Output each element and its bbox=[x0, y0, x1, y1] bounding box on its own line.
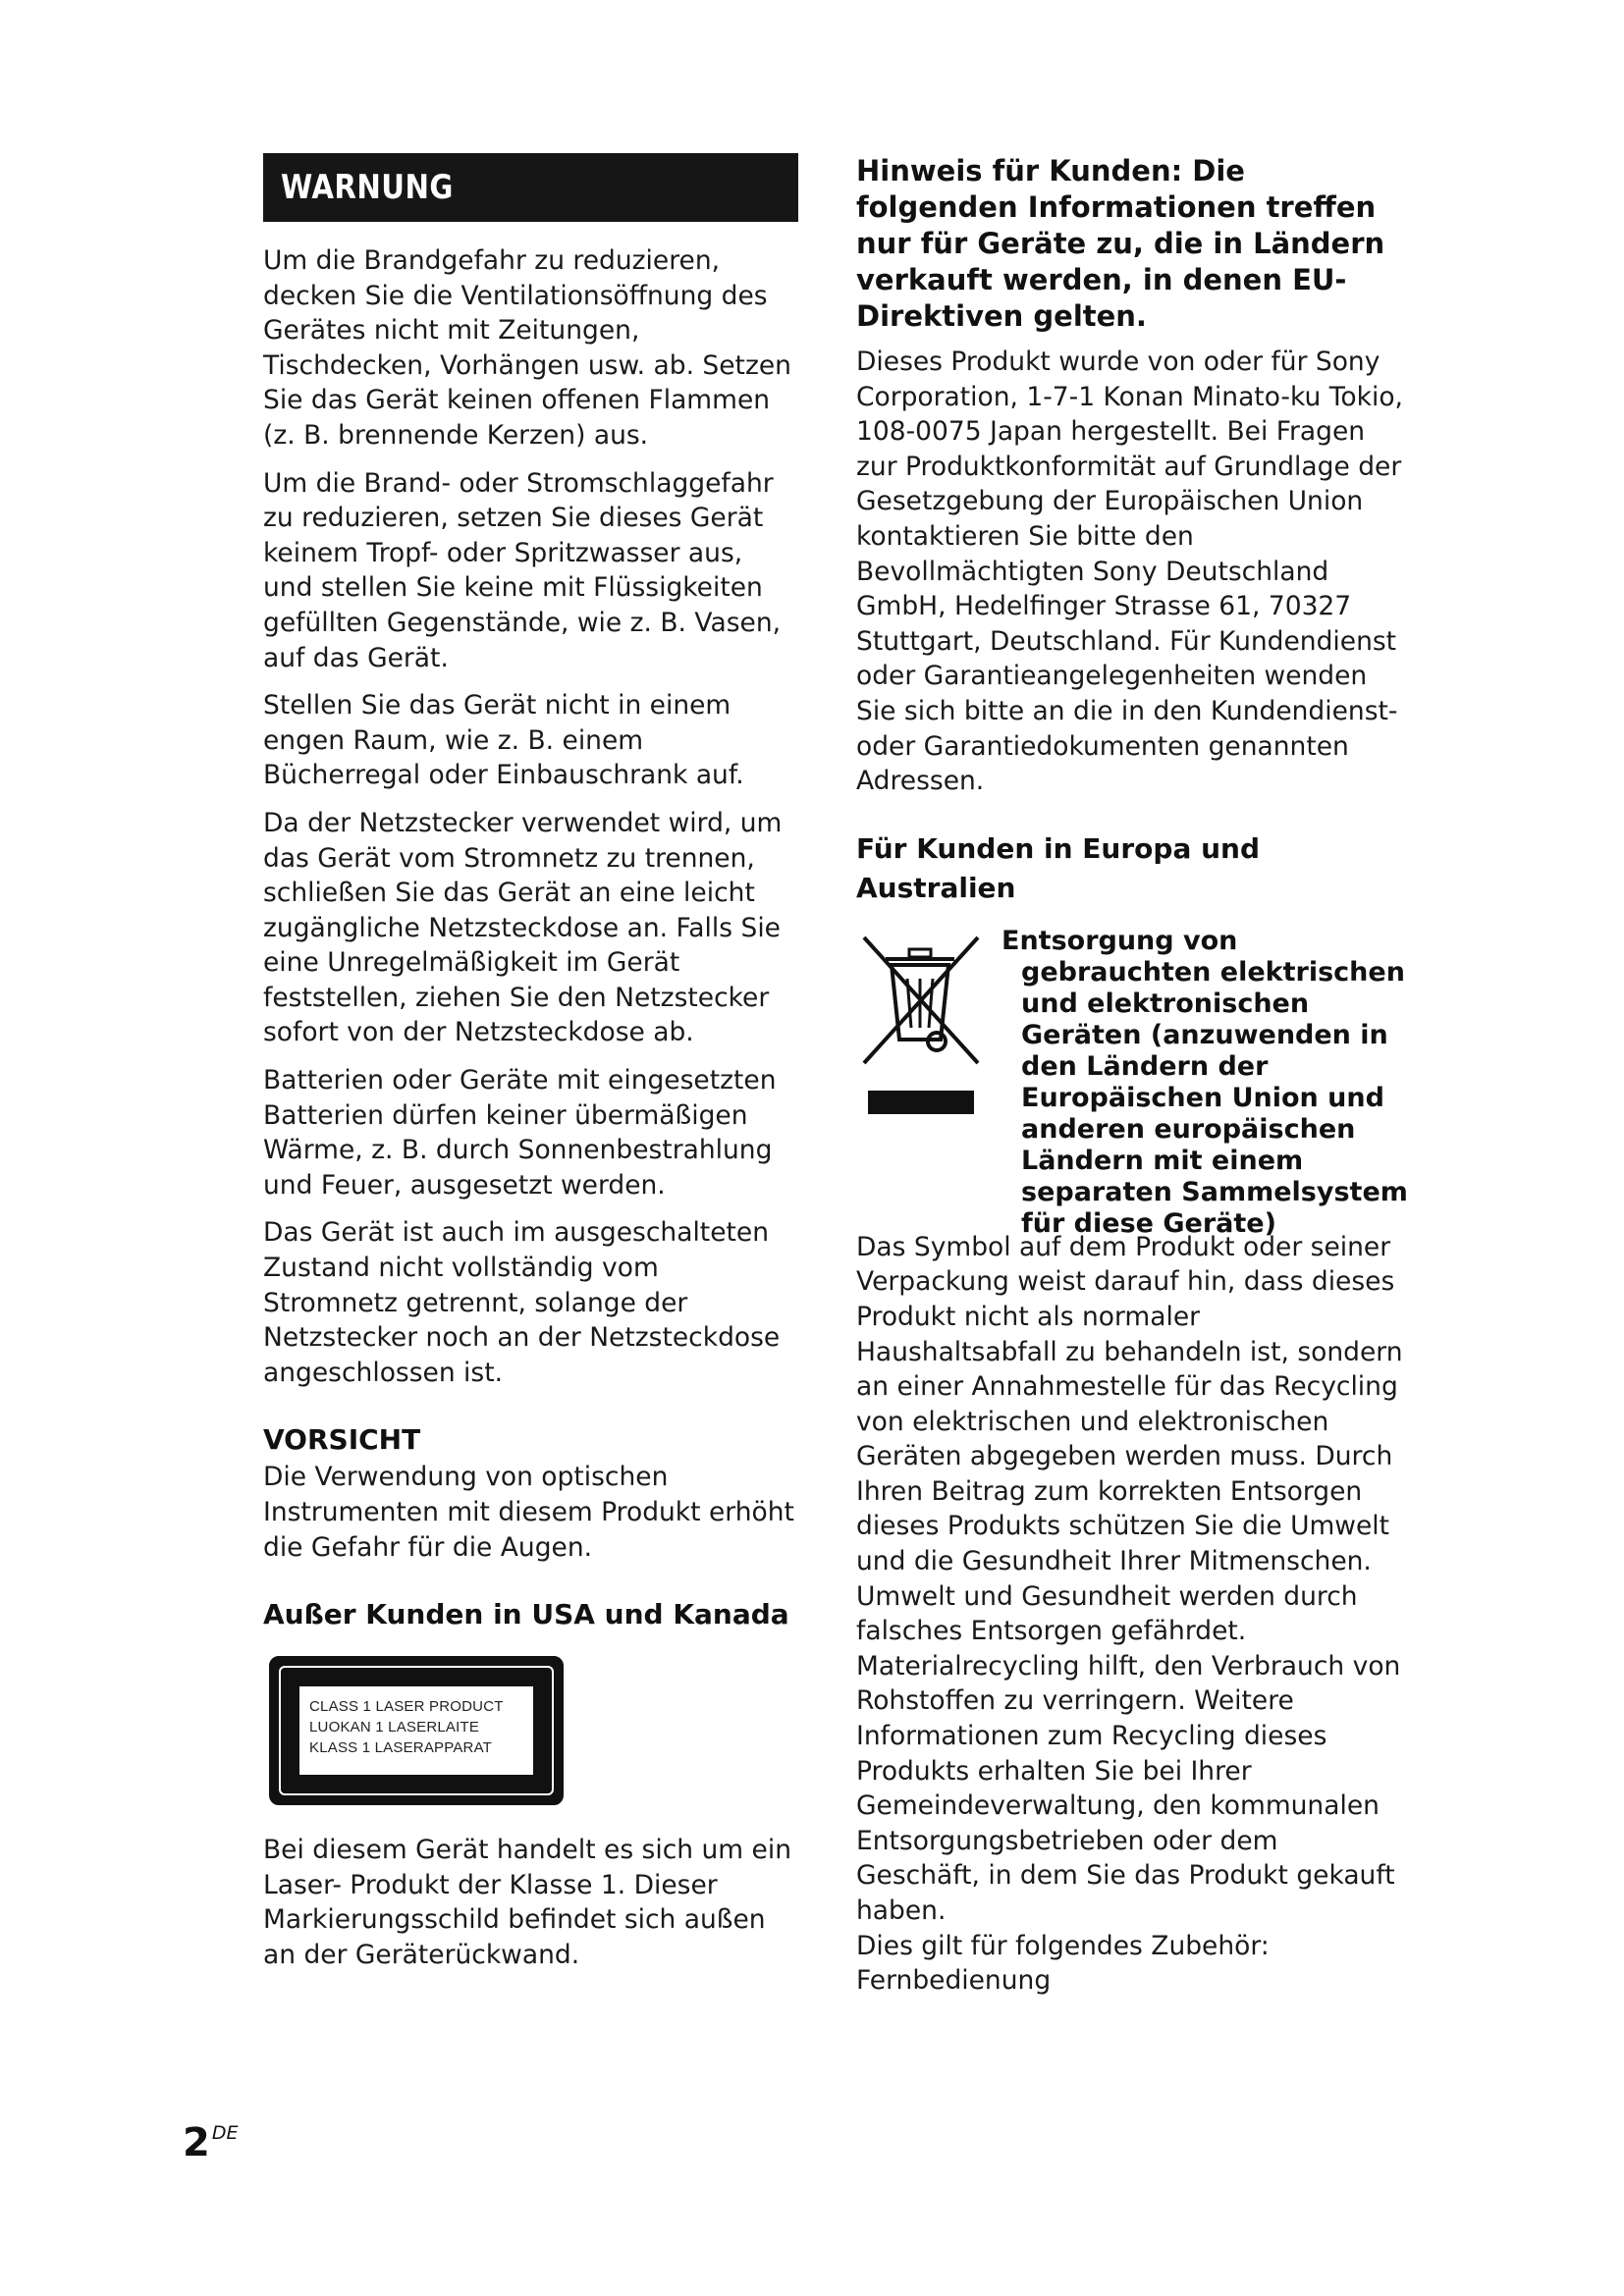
laser-text: Bei diesem Gerät handelt es sich um ein Laser- Produkt der Klasse 1. Dieser Markierungsschild befindet sich außen an der Geräterückwand. bbox=[263, 1835, 792, 1970]
crossed-out-bin-icon bbox=[856, 926, 986, 1122]
laser-label-line-3: KLASS 1 LASERAPPARAT bbox=[309, 1739, 493, 1757]
laser-class-label bbox=[269, 1656, 564, 1805]
page-number-value: 2 bbox=[183, 2120, 210, 2165]
warning-paragraph-6: Das Gerät ist auch im ausgeschalteten Zustand nicht vollständig vom Stromnetz getrennt, solange der Netzstecker noch an der Netzsteckdose angeschlossen ist. bbox=[263, 1217, 781, 1388]
laser-label-line-2: LUOKAN 1 LASERLAITE bbox=[309, 1719, 480, 1736]
disposal-heading-rest: gebrauchten elektrischen und elektronischen Geräten (anzuwenden in den Ländern der Europäischen Union und anderen europäischen Ländern mit einem separaten Sammelsystem für diese Geräte) bbox=[1021, 956, 1408, 1239]
caution-heading: VORSICHT bbox=[263, 1423, 421, 1457]
warning-banner bbox=[263, 153, 798, 222]
eu-notice-text: Dieses Produkt wurde von oder für Sony Corporation, 1-7-1 Konan Minato-ku Tokio, 108-0075 Japan hergestellt. Bei Fragen zur Produktkonformität auf Grundlage der Gesetzgebung der Europäischen Union kontaktieren Sie bitte den Bevollmächtigten Sony Deutschland GmbH, Hedelfinger Strasse 61, 70327 Stuttgart, Deutschland. Für Kundendienst oder Garantieangelegenheiten wenden Sie sich bitte an die in den Kundendienst- oder Garantiedokumenten genannten Adressen. bbox=[856, 347, 1403, 797]
disposal-heading-first: Entsorgung von bbox=[1001, 925, 1238, 956]
warning-paragraph-3: Stellen Sie das Gerät nicht in einem engen Raum, wie z. B. einem Bücherregal oder Einbauschrank auf. bbox=[263, 690, 744, 791]
disposal-heading bbox=[1001, 926, 1414, 1240]
warning-paragraph-2: Um die Brand- oder Stromschlaggefahr zu reduzieren, setzen Sie dieses Gerät keinem Tropf- oder Spritzwasser aus, und stellen Sie keine mit Flüssigkeiten gefüllten Gegenstände, wie z. B. Vasen, auf das Gerät. bbox=[263, 467, 782, 673]
laser-label-line-1: CLASS 1 LASER PRODUCT bbox=[309, 1698, 504, 1716]
page-number bbox=[183, 2120, 238, 2165]
page-language-suffix: DE bbox=[211, 2122, 239, 2144]
caution-text: Die Verwendung von optischen Instrumenten mit diesem Produkt erhöht die Gefahr für die Augen. bbox=[263, 1462, 794, 1563]
warning-paragraph-1: Um die Brandgefahr zu reduzieren, decken Sie die Ventilationsöffnung des Gerätes nicht mit Zeitungen, Tischdecken, Vorhängen usw. ab. Setzen Sie das Gerät keinen offenen Flammen (z. B. brennende Kerzen) aus. bbox=[263, 245, 791, 451]
warning-paragraph-5: Batterien oder Geräte mit eingesetzten Batterien dürfen keiner übermäßigen Wärme, z. B. durch Sonnenbestrahlung und Feuer, ausgesetzt werden. bbox=[263, 1065, 777, 1201]
eu-notice-heading: Hinweis für Kunden: Die folgenden Informationen treffen nur für Geräte zu, die in Ländern verkauft werden, in denen EU-Direktiven gelten. bbox=[856, 154, 1385, 333]
accessory-item: Fernbedienung bbox=[856, 1965, 1052, 1997]
left-column bbox=[263, 153, 798, 1986]
outside-usa-heading: Außer Kunden in USA und Kanada bbox=[263, 1598, 789, 1631]
europe-australia-heading: Für Kunden in Europa und Australien bbox=[856, 831, 1260, 904]
warning-paragraph-4: Da der Netzstecker verwendet wird, um das Gerät vom Stromnetz zu trennen, schließen Sie das Gerät an eine leicht zugängliche Netzsteckdose an. Falls Sie eine Unregelmäßigkeit im Gerät feststellen, ziehen Sie den Netzstecker sofort von der Netzsteckdose ab. bbox=[263, 807, 783, 1048]
accessory-intro: Dies gilt für folgendes Zubehör: bbox=[856, 1930, 1270, 1961]
warning-heading: WARNUNG bbox=[281, 168, 454, 207]
weee-section bbox=[856, 925, 1408, 1239]
right-column bbox=[856, 153, 1406, 2011]
disposal-text: Das Symbol auf dem Produkt oder seiner Verpackung weist darauf hin, dass dieses Produkt nicht als normaler Haushaltsabfall zu behandeln ist, sondern an einer Annahmestelle für das Recycling von elektrischen und elektronischen Geräten abgegeben werden muss. Durch Ihren Beitrag zum korrekten Entsorgen dieses Produkts schützen Sie die Umwelt und die Gesundheit Ihrer Mitmenschen. Umwelt und Gesundheit werden durch falsches Entsorgen gefährdet. Materialrecycling hilft, den Verbrauch von Rohstoffen zu verringern. Weitere Informationen zum Recycling dieses Produkts erhalten Sie bei Ihrer Gemeindeverwaltung, den kommunalen Entsorgungsbetrieben oder dem Geschäft, in dem Sie das Produkt gekauft haben. bbox=[856, 1231, 1403, 1926]
